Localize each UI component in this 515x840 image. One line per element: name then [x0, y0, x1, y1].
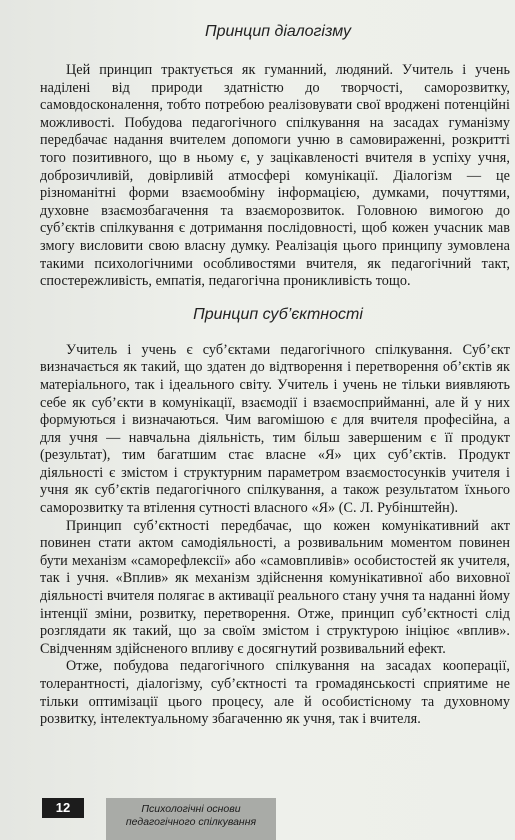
- book-title-line: педагогічного спілкування: [125, 816, 257, 828]
- book-title-tag: [106, 798, 276, 840]
- page-number: 12: [42, 798, 84, 818]
- page-content: [40, 22, 510, 729]
- section-heading-subjectivity: Принцип суб’єктності: [193, 305, 363, 323]
- paragraph: Принцип суб’єктності передбачає, що кожен комунікативний акт повинен стати актом самодіяльності, а розвивальним моментом повинен бути механізм «саморефлексії» або «самовпливів» особистостей як учителя, так і учня. «Вплив» як механізм здійснення комунікативної або виховної діяльності вчителя полягає в активації реального стану учня та наданні йому інтенції зміни, розвитку, перетворення. Отже, принцип суб’єктності слід розглядати як такий, що за своїм змістом і структурою ініціює «вплив». Свідченням здійсненого впливу є досягнутий розвивальний ефект.: [40, 517, 510, 657]
- section-heading-dialogism: Принцип діалогізму: [204, 23, 352, 40]
- paragraph: Учитель і учень є суб’єктами педагогічного спілкування. Суб’єкт визначається як такий, що здатен до відтворення і перетворення об’єктів як матеріального, так і ідеального світу. Учитель і учень не тільки виявляють себе як суб’єкти в комунікації, взаємодії і взаємосприйманні, але й у них формуються і визначаються. Чим вагомішою є для вчителя професійна, а для учня — навчальна діяльність, тим більш завершеним є її продукт (результат), тим багатшим стає власне «Я» цих суб’єктів. Продукт діяльності є змістом і структурним параметром взаємостосунків учителя і учня як суб’єктів педагогічного спілкування, а також результатом їхнього саморозвитку та втілення сутності власного «Я» (С. Л. Рубінштейн).: [40, 341, 510, 517]
- paragraph: Отже, побудова педагогічного спілкування на засадах кооперації, толерантності, діалогізму, суб’єктності та громадянськості сприятиме не тільки оптимізації цього процесу, але й особистісному та духовному розвитку, інтелектуальному збагаченню як учня, так і вчителя.: [40, 658, 510, 728]
- book-title-line: Психологічні основи: [141, 803, 241, 815]
- page-footer: [0, 798, 515, 840]
- paragraph: Цей принцип трактується як гуманний, людяний. Учитель і учень наділені від природи здатністю до творчості, саморозвитку, самовдосконалення, тобто потребою реалізовувати свої вроджені потенційні можливості. Побудова педагогічного спілкування на засадах гуманізму передбачає надання вчителем допомоги учню в самовираженні, розкритті того позитивного, що в ньому є, у зацікавленості вчителя в успіху учня, доброзичливій, довірливій атмосфері комунікації. Діалогізм — це різноманітні форми взаємообміну інформацією, думками, почуттями, духовне взаємозбагачення та взаєморозвиток. Головною вимогою до суб’єктів спілкування є дотримання послідовності, щоб кожен учасник мав змогу висловити свою власну думку. Реалізація цього принципу зумовлена такими психологічними особливостями вчителя, як педагогічний такт, спостережливість, емпатія, педагогічна проникливість тощо.: [40, 62, 510, 290]
